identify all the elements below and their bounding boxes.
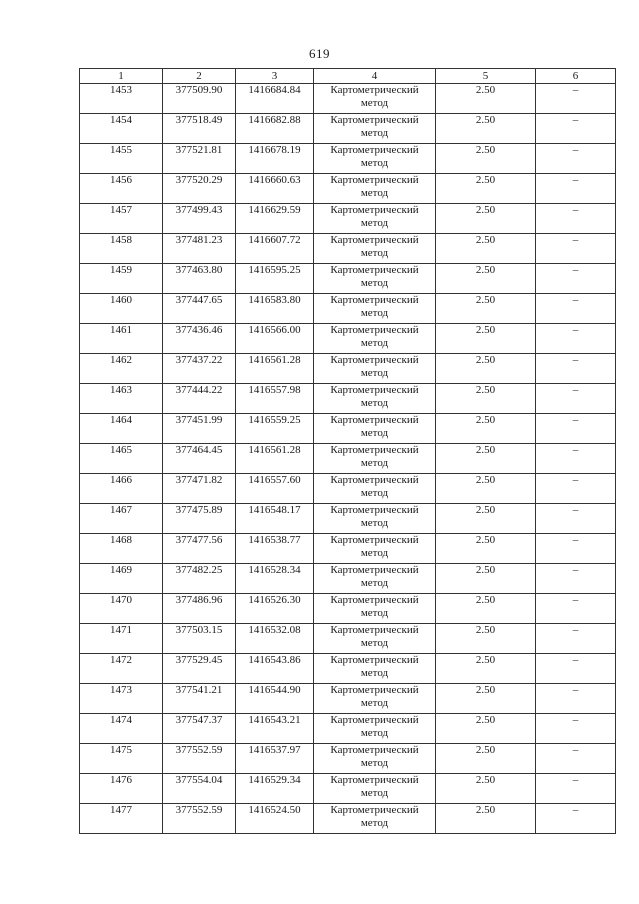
column-header: 5: [436, 69, 536, 84]
method-line-1: Картометрический: [330, 714, 419, 726]
method-line-2: метод: [360, 487, 389, 499]
method-line-1: Картометрический: [330, 294, 419, 306]
method-line-1: Картометрический: [330, 564, 419, 576]
x-coordinate-cell: 377464.45: [163, 444, 236, 474]
x-coordinate-cell: 377518.49: [163, 114, 236, 144]
method-line-2: метод: [360, 787, 389, 799]
point-number-cell: 1456: [80, 174, 163, 204]
note-cell: –: [536, 204, 616, 234]
y-coordinate-cell: 1416557.98: [236, 384, 314, 414]
y-coordinate-cell: 1416524.50: [236, 804, 314, 834]
method-line-2: метод: [360, 157, 389, 169]
method-line-2: метод: [360, 607, 389, 619]
method-line-2: метод: [360, 547, 389, 559]
note-cell: –: [536, 264, 616, 294]
table-row: [80, 654, 616, 684]
y-coordinate-cell: 1416543.86: [236, 654, 314, 684]
note-cell: –: [536, 354, 616, 384]
x-coordinate-cell: 377471.82: [163, 474, 236, 504]
point-number-cell: 1475: [80, 744, 163, 774]
x-coordinate-cell: 377486.96: [163, 594, 236, 624]
method-line-1: Картометрический: [330, 264, 419, 276]
x-coordinate-cell: 377463.80: [163, 264, 236, 294]
method-cell: [314, 324, 436, 354]
method-cell: [314, 264, 436, 294]
y-coordinate-cell: 1416561.28: [236, 444, 314, 474]
x-coordinate-cell: 377552.59: [163, 744, 236, 774]
method-line-1: Картометрический: [330, 354, 419, 366]
x-coordinate-cell: 377520.29: [163, 174, 236, 204]
point-number-cell: 1471: [80, 624, 163, 654]
table-row: [80, 294, 616, 324]
column-header: 4: [314, 69, 436, 84]
method-cell: [314, 174, 436, 204]
y-coordinate-cell: 1416537.97: [236, 744, 314, 774]
point-number-cell: 1458: [80, 234, 163, 264]
method-line-2: метод: [360, 697, 389, 709]
method-line-2: метод: [360, 517, 389, 529]
method-line-2: метод: [360, 97, 389, 109]
y-coordinate-cell: 1416561.28: [236, 354, 314, 384]
method-cell: [314, 654, 436, 684]
point-number-cell: 1469: [80, 564, 163, 594]
point-number-cell: 1464: [80, 414, 163, 444]
table-row: [80, 384, 616, 414]
table-row: [80, 774, 616, 804]
precision-cell: 2.50: [436, 534, 536, 564]
method-line-2: метод: [360, 757, 389, 769]
note-cell: –: [536, 414, 616, 444]
method-line-2: метод: [360, 667, 389, 679]
method-line-1: Картометрический: [330, 414, 419, 426]
y-coordinate-cell: 1416532.08: [236, 624, 314, 654]
method-line-1: Картометрический: [330, 324, 419, 336]
method-cell: [314, 714, 436, 744]
table-row: [80, 114, 616, 144]
x-coordinate-cell: 377436.46: [163, 324, 236, 354]
x-coordinate-cell: 377475.89: [163, 504, 236, 534]
note-cell: –: [536, 744, 616, 774]
precision-cell: 2.50: [436, 264, 536, 294]
table-row: [80, 684, 616, 714]
note-cell: –: [536, 474, 616, 504]
method-line-1: Картометрический: [330, 144, 419, 156]
point-number-cell: 1470: [80, 594, 163, 624]
table-header-row: [80, 69, 616, 84]
column-header: 3: [236, 69, 314, 84]
y-coordinate-cell: 1416557.60: [236, 474, 314, 504]
method-cell: [314, 444, 436, 474]
precision-cell: 2.50: [436, 204, 536, 234]
y-coordinate-cell: 1416529.34: [236, 774, 314, 804]
method-cell: [314, 624, 436, 654]
method-line-1: Картометрический: [330, 234, 419, 246]
table-row: [80, 174, 616, 204]
table-row: [80, 324, 616, 354]
y-coordinate-cell: 1416629.59: [236, 204, 314, 234]
method-line-1: Картометрический: [330, 534, 419, 546]
x-coordinate-cell: 377552.59: [163, 804, 236, 834]
method-line-1: Картометрический: [330, 174, 419, 186]
point-number-cell: 1473: [80, 684, 163, 714]
y-coordinate-cell: 1416538.77: [236, 534, 314, 564]
point-number-cell: 1460: [80, 294, 163, 324]
precision-cell: 2.50: [436, 324, 536, 354]
method-cell: [314, 144, 436, 174]
method-line-1: Картометрический: [330, 444, 419, 456]
method-line-1: Картометрический: [330, 594, 419, 606]
method-line-2: метод: [360, 427, 389, 439]
note-cell: –: [536, 654, 616, 684]
table-row: [80, 714, 616, 744]
point-number-cell: 1463: [80, 384, 163, 414]
note-cell: –: [536, 624, 616, 654]
point-number-cell: 1466: [80, 474, 163, 504]
table-row: [80, 474, 616, 504]
table-row: [80, 444, 616, 474]
point-number-cell: 1468: [80, 534, 163, 564]
note-cell: –: [536, 444, 616, 474]
method-line-2: метод: [360, 217, 389, 229]
table-row: [80, 564, 616, 594]
precision-cell: 2.50: [436, 384, 536, 414]
y-coordinate-cell: 1416678.19: [236, 144, 314, 174]
precision-cell: 2.50: [436, 144, 536, 174]
table-row: [80, 204, 616, 234]
x-coordinate-cell: 377451.99: [163, 414, 236, 444]
coordinates-table: [79, 68, 616, 834]
note-cell: –: [536, 384, 616, 414]
method-cell: [314, 474, 436, 504]
y-coordinate-cell: 1416526.30: [236, 594, 314, 624]
method-line-2: метод: [360, 817, 389, 829]
column-header: 2: [163, 69, 236, 84]
note-cell: –: [536, 144, 616, 174]
precision-cell: 2.50: [436, 354, 536, 384]
y-coordinate-cell: 1416566.00: [236, 324, 314, 354]
method-cell: [314, 684, 436, 714]
x-coordinate-cell: 377529.45: [163, 654, 236, 684]
method-line-2: метод: [360, 127, 389, 139]
method-cell: [314, 564, 436, 594]
table-body: [80, 84, 616, 834]
x-coordinate-cell: 377521.81: [163, 144, 236, 174]
table-row: [80, 84, 616, 114]
x-coordinate-cell: 377447.65: [163, 294, 236, 324]
note-cell: –: [536, 714, 616, 744]
x-coordinate-cell: 377482.25: [163, 564, 236, 594]
point-number-cell: 1457: [80, 204, 163, 234]
method-line-1: Картометрический: [330, 804, 419, 816]
table-row: [80, 354, 616, 384]
note-cell: –: [536, 564, 616, 594]
method-cell: [314, 114, 436, 144]
table-row: [80, 504, 616, 534]
x-coordinate-cell: 377477.56: [163, 534, 236, 564]
method-line-1: Картометрический: [330, 654, 419, 666]
precision-cell: 2.50: [436, 174, 536, 204]
precision-cell: 2.50: [436, 474, 536, 504]
table-row: [80, 414, 616, 444]
method-line-1: Картометрический: [330, 744, 419, 756]
point-number-cell: 1477: [80, 804, 163, 834]
y-coordinate-cell: 1416544.90: [236, 684, 314, 714]
method-line-2: метод: [360, 277, 389, 289]
note-cell: –: [536, 504, 616, 534]
precision-cell: 2.50: [436, 504, 536, 534]
point-number-cell: 1472: [80, 654, 163, 684]
method-line-2: метод: [360, 187, 389, 199]
table-row: [80, 804, 616, 834]
method-cell: [314, 354, 436, 384]
note-cell: –: [536, 594, 616, 624]
table-row: [80, 264, 616, 294]
column-header: 1: [80, 69, 163, 84]
table-row: [80, 594, 616, 624]
method-line-2: метод: [360, 367, 389, 379]
y-coordinate-cell: 1416595.25: [236, 264, 314, 294]
x-coordinate-cell: 377547.37: [163, 714, 236, 744]
method-line-1: Картометрический: [330, 114, 419, 126]
point-number-cell: 1462: [80, 354, 163, 384]
method-line-2: метод: [360, 727, 389, 739]
precision-cell: 2.50: [436, 774, 536, 804]
method-cell: [314, 594, 436, 624]
precision-cell: 2.50: [436, 714, 536, 744]
precision-cell: 2.50: [436, 744, 536, 774]
note-cell: –: [536, 84, 616, 114]
method-cell: [314, 504, 436, 534]
point-number-cell: 1461: [80, 324, 163, 354]
y-coordinate-cell: 1416528.34: [236, 564, 314, 594]
x-coordinate-cell: 377541.21: [163, 684, 236, 714]
point-number-cell: 1476: [80, 774, 163, 804]
y-coordinate-cell: 1416682.88: [236, 114, 314, 144]
column-header: 6: [536, 69, 616, 84]
method-cell: [314, 744, 436, 774]
y-coordinate-cell: 1416660.63: [236, 174, 314, 204]
x-coordinate-cell: 377444.22: [163, 384, 236, 414]
note-cell: –: [536, 804, 616, 834]
y-coordinate-cell: 1416684.84: [236, 84, 314, 114]
table-row: [80, 744, 616, 774]
method-line-1: Картометрический: [330, 474, 419, 486]
table-row: [80, 144, 616, 174]
table-row: [80, 624, 616, 654]
table-row: [80, 534, 616, 564]
note-cell: –: [536, 234, 616, 264]
method-cell: [314, 234, 436, 264]
point-number-cell: 1467: [80, 504, 163, 534]
method-line-2: метод: [360, 397, 389, 409]
method-cell: [314, 804, 436, 834]
method-line-2: метод: [360, 637, 389, 649]
point-number-cell: 1459: [80, 264, 163, 294]
precision-cell: 2.50: [436, 84, 536, 114]
method-line-1: Картометрический: [330, 204, 419, 216]
precision-cell: 2.50: [436, 234, 536, 264]
method-line-2: метод: [360, 457, 389, 469]
point-number-cell: 1454: [80, 114, 163, 144]
note-cell: –: [536, 774, 616, 804]
method-cell: [314, 384, 436, 414]
note-cell: –: [536, 294, 616, 324]
point-number-cell: 1465: [80, 444, 163, 474]
x-coordinate-cell: 377509.90: [163, 84, 236, 114]
method-line-2: метод: [360, 247, 389, 259]
method-line-2: метод: [360, 577, 389, 589]
note-cell: –: [536, 684, 616, 714]
method-cell: [314, 84, 436, 114]
note-cell: –: [536, 534, 616, 564]
x-coordinate-cell: 377481.23: [163, 234, 236, 264]
y-coordinate-cell: 1416559.25: [236, 414, 314, 444]
precision-cell: 2.50: [436, 594, 536, 624]
note-cell: –: [536, 114, 616, 144]
precision-cell: 2.50: [436, 804, 536, 834]
method-cell: [314, 294, 436, 324]
method-line-1: Картометрический: [330, 84, 419, 96]
method-line-1: Картометрический: [330, 774, 419, 786]
precision-cell: 2.50: [436, 564, 536, 594]
method-line-1: Картометрический: [330, 504, 419, 516]
precision-cell: 2.50: [436, 444, 536, 474]
table-row: [80, 234, 616, 264]
point-number-cell: 1455: [80, 144, 163, 174]
x-coordinate-cell: 377554.04: [163, 774, 236, 804]
method-line-2: метод: [360, 307, 389, 319]
method-cell: [314, 534, 436, 564]
y-coordinate-cell: 1416583.80: [236, 294, 314, 324]
y-coordinate-cell: 1416548.17: [236, 504, 314, 534]
method-line-1: Картометрический: [330, 624, 419, 636]
method-cell: [314, 204, 436, 234]
y-coordinate-cell: 1416607.72: [236, 234, 314, 264]
note-cell: –: [536, 324, 616, 354]
y-coordinate-cell: 1416543.21: [236, 714, 314, 744]
precision-cell: 2.50: [436, 624, 536, 654]
precision-cell: 2.50: [436, 114, 536, 144]
method-line-1: Картометрический: [330, 684, 419, 696]
point-number-cell: 1453: [80, 84, 163, 114]
x-coordinate-cell: 377503.15: [163, 624, 236, 654]
page-number: 619: [309, 46, 330, 61]
precision-cell: 2.50: [436, 414, 536, 444]
point-number-cell: 1474: [80, 714, 163, 744]
method-cell: [314, 774, 436, 804]
method-cell: [314, 414, 436, 444]
precision-cell: 2.50: [436, 294, 536, 324]
note-cell: –: [536, 174, 616, 204]
method-line-2: метод: [360, 337, 389, 349]
precision-cell: 2.50: [436, 684, 536, 714]
x-coordinate-cell: 377499.43: [163, 204, 236, 234]
precision-cell: 2.50: [436, 654, 536, 684]
method-line-1: Картометрический: [330, 384, 419, 396]
x-coordinate-cell: 377437.22: [163, 354, 236, 384]
